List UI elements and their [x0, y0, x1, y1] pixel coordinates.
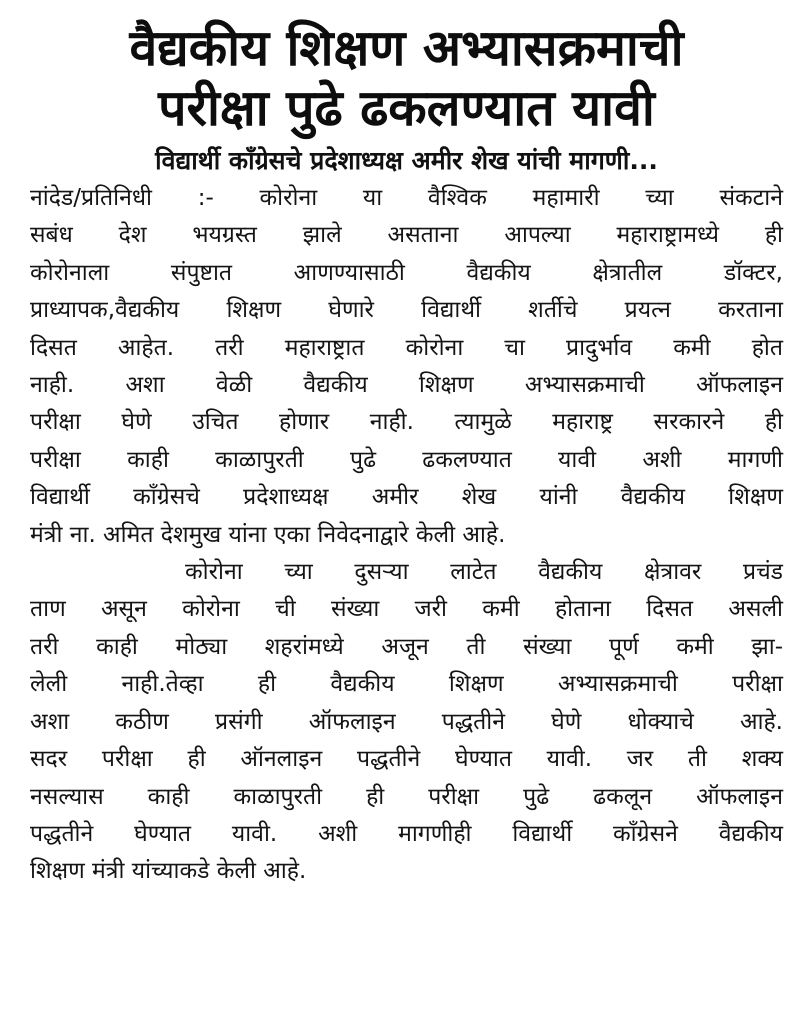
body-line: अशा कठीण प्रसंगी ऑफलाइन पद्धतीने घेणे धोक्याचे आहे.	[30, 708, 783, 735]
body-line: परीक्षा काही काळापुरती पुढे ढकलण्यात यावी अशी मागणी	[30, 446, 783, 473]
body-line: पद्धतीने घेण्यात यावी. अशी मागणीही विद्यार्थी काँग्रेसने वैद्यकीय	[30, 820, 783, 847]
body-line: शिक्षण मंत्री यांच्याकडे केली आहे.	[30, 858, 307, 885]
body-line: नाही. अशा वेळी वैद्यकीय शिक्षण अभ्यासक्रमाची ऑफलाइन	[30, 372, 783, 399]
article-body	[30, 180, 783, 891]
body-line: कोरोनाला संपुष्टात आणण्यासाठी वैद्यकीय क्षेत्रातील डॉक्टर,	[30, 259, 783, 286]
body-line: विद्यार्थी काँग्रेसचे प्रदेशाध्यक्ष अमीर शेख यांनी वैद्यकीय शिक्षण	[30, 484, 783, 511]
body-line: नांदेड/प्रतिनिधी :- कोरोना या वैश्विक महामारी च्या संकटाने	[30, 185, 783, 211]
body-line: परीक्षा घेणे उचित होणार नाही. त्यामुळे महाराष्ट्र सरकारने ही	[30, 409, 783, 436]
subheadline: विद्यार्थी काँग्रेसचे प्रदेशाध्यक्ष अमीर शेख यांची मागणी...	[155, 146, 658, 175]
body-line: लेली नाही.तेव्हा ही वैद्यकीय शिक्षण अभ्यासक्रमाची परीक्षा	[30, 671, 783, 698]
body-line: ताण असून कोरोना ची संख्या जरी कमी होताना दिसत असली	[30, 596, 783, 623]
body-line: मंत्री ना. अमित देशमुख यांना एका निवेदनाद्वारे केली आहे.	[30, 521, 506, 548]
headline-line-1: वैद्यकीय शिक्षण अभ्यासक्रमाची	[129, 19, 684, 77]
body-line: प्राध्यापक,वैद्यकीय शिक्षण घेणारे विद्यार्थी शर्तीचे प्रयत्न करताना	[30, 297, 783, 324]
headline-line-2: परीक्षा पुढे ढकलण्यात यावी	[158, 79, 655, 137]
body-line: तरी काही मोठ्या शहरांमध्ये अजून ती संख्या पूर्ण कमी झा-	[30, 633, 783, 660]
body-line: सदर परीक्षा ही ऑनलाइन पद्धतीने घेण्यात यावी. जर ती शक्य	[30, 746, 783, 773]
headline	[30, 18, 783, 138]
body-line: सबंध देश भयग्रस्त झाले असताना आपल्या महाराष्ट्रामध्ये ही	[30, 222, 783, 249]
body-line: कोरोना च्या दुसऱ्या लाटेत वैद्यकीय क्षेत्रावर प्रचंड	[185, 559, 783, 586]
body-line: नसल्यास काही काळापुरती ही परीक्षा पुढे ढकलून ऑफलाइन	[30, 783, 783, 810]
body-line: दिसत आहेत. तरी महाराष्ट्रात कोरोना चा प्रादुर्भाव कमी होत	[30, 334, 783, 361]
